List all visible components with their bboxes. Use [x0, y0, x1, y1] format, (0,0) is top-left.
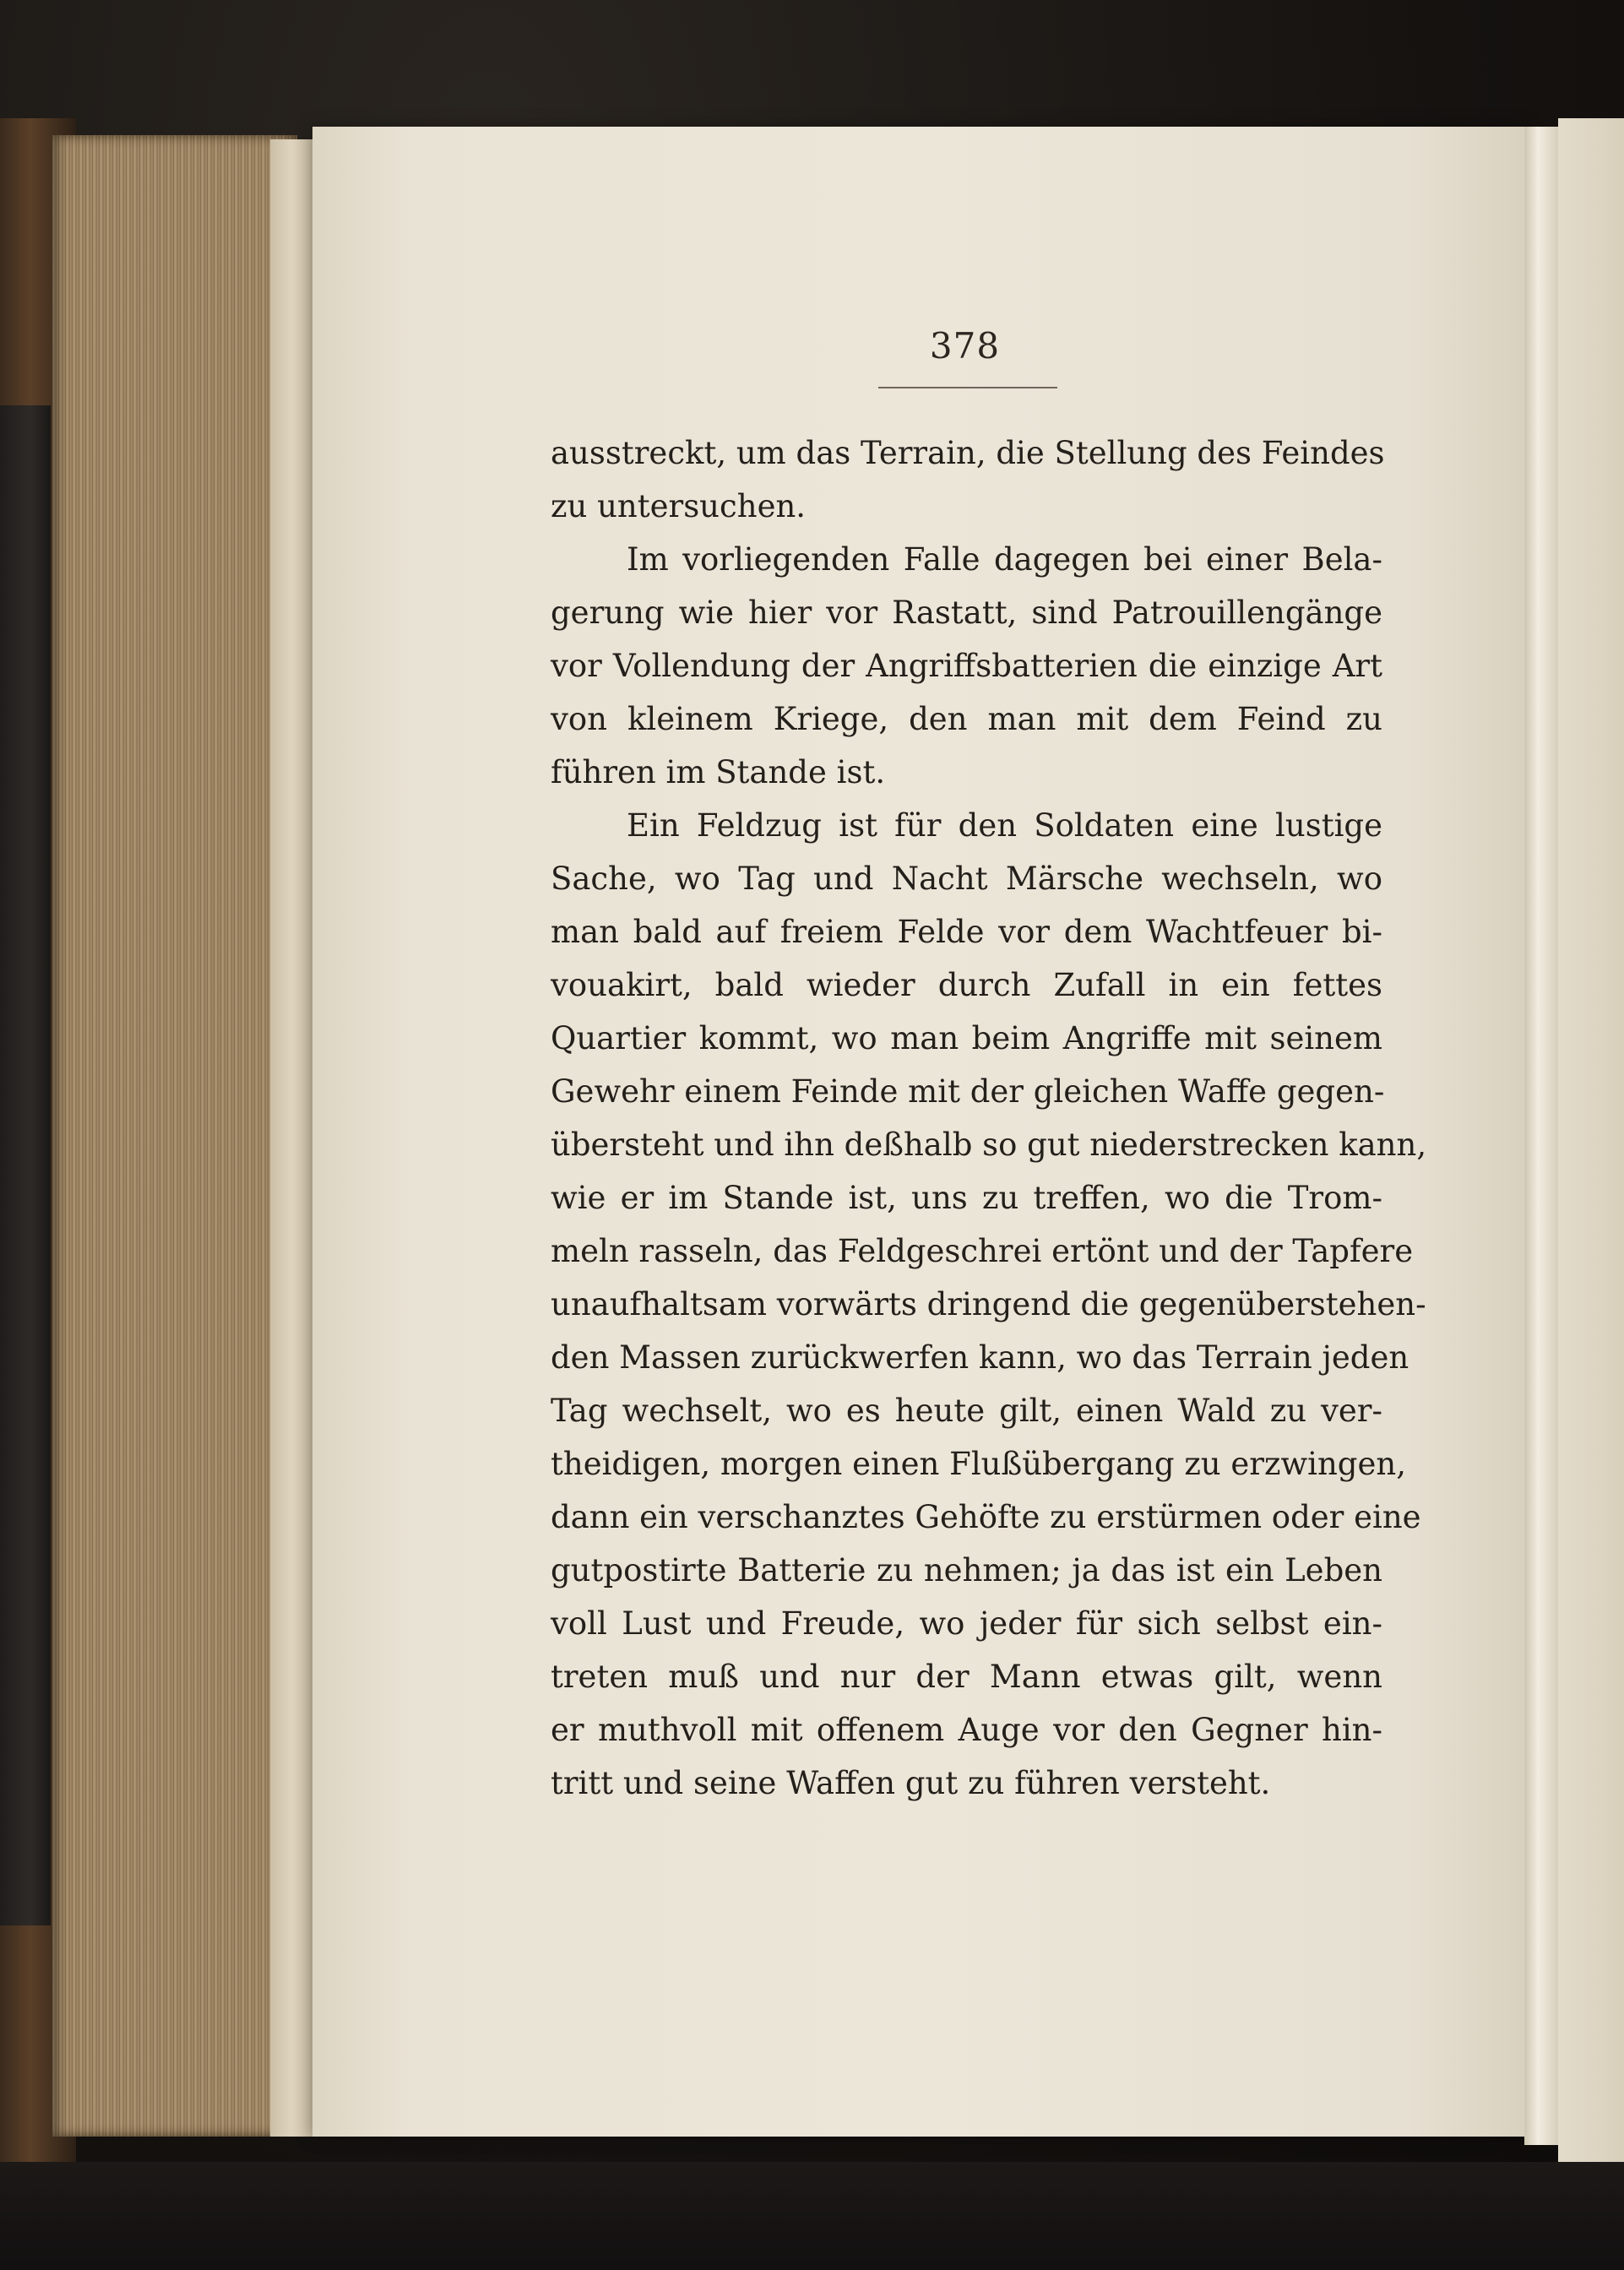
text-line: von kleinem Kriege, den man mit dem Feind zu	[551, 701, 1382, 737]
text-line: er muthvoll mit offenem Auge vor den Gegner hin-	[551, 1712, 1382, 1748]
body-text	[551, 426, 1427, 1810]
text-line: ausstreckt, um das Terrain, die Stellung des Feindes	[551, 435, 1385, 471]
book-cover-bottom	[0, 2162, 1624, 2270]
text-line: unaufhaltsam vorwärts dringend die gegenüberstehen-	[551, 1286, 1426, 1322]
text-line: wie er im Stande ist, uns zu treffen, wo die Trom-	[551, 1180, 1382, 1216]
text-line: theidigen, morgen einen Flußübergang zu erzwingen,	[551, 1446, 1406, 1482]
book-cover-inner	[0, 405, 51, 1925]
text-line: gutpostirte Batterie zu nehmen; ja das ist ein Leben	[551, 1552, 1382, 1588]
text-line: Sache, wo Tag und Nacht Märsche wechseln, wo	[551, 861, 1382, 897]
text-line: voll Lust und Freude, wo jeder für sich selbst ein-	[551, 1605, 1382, 1642]
text-line: Ein Feldzug ist für den Soldaten eine lustige	[627, 807, 1382, 844]
text-line: dann ein verschanztes Gehöfte zu erstürmen oder eine	[551, 1499, 1421, 1535]
text-line: Im vorliegenden Falle dagegen bei einer Bela-	[627, 541, 1382, 578]
book-gutter	[1524, 127, 1558, 2145]
text-line: Quartier kommt, wo man beim Angriffe mit seinem	[551, 1020, 1382, 1056]
text-line: den Massen zurückwerfen kann, wo das Terrain jeden	[551, 1339, 1409, 1376]
text-line: treten muß und nur der Mann etwas gilt, wenn	[551, 1659, 1382, 1695]
text-line: gerung wie hier vor Rastatt, sind Patrouillengänge	[551, 595, 1382, 631]
page-stack-edge	[52, 135, 297, 2137]
text-line: führen im Stande ist.	[551, 754, 886, 790]
page-number: 378	[929, 325, 1001, 367]
text-line: vouakirt, bald wieder durch Zufall in ein fettes	[551, 967, 1382, 1003]
text-line: zu untersuchen.	[551, 488, 807, 524]
facing-page-edge	[1558, 118, 1624, 2162]
text-line: vor Vollendung der Angriffsbatterien die einzige Art	[551, 648, 1382, 684]
header-rule	[878, 387, 1057, 388]
text-line: Gewehr einem Feinde mit der gleichen Waffe gegen-	[551, 1073, 1385, 1110]
text-line: meln rasseln, das Feldgeschrei ertönt und der Tapfere	[551, 1233, 1414, 1269]
text-line: tritt und seine Waffen gut zu führen versteht.	[551, 1765, 1271, 1801]
text-line: Tag wechselt, wo es heute gilt, einen Wald zu ver-	[551, 1393, 1382, 1429]
text-line: übersteht und ihn deßhalb so gut niederstrecken kann,	[551, 1127, 1427, 1163]
page-stack-inner-edge	[270, 139, 312, 2137]
text-line: man bald auf freiem Felde vor dem Wachtfeuer bi-	[551, 914, 1382, 950]
